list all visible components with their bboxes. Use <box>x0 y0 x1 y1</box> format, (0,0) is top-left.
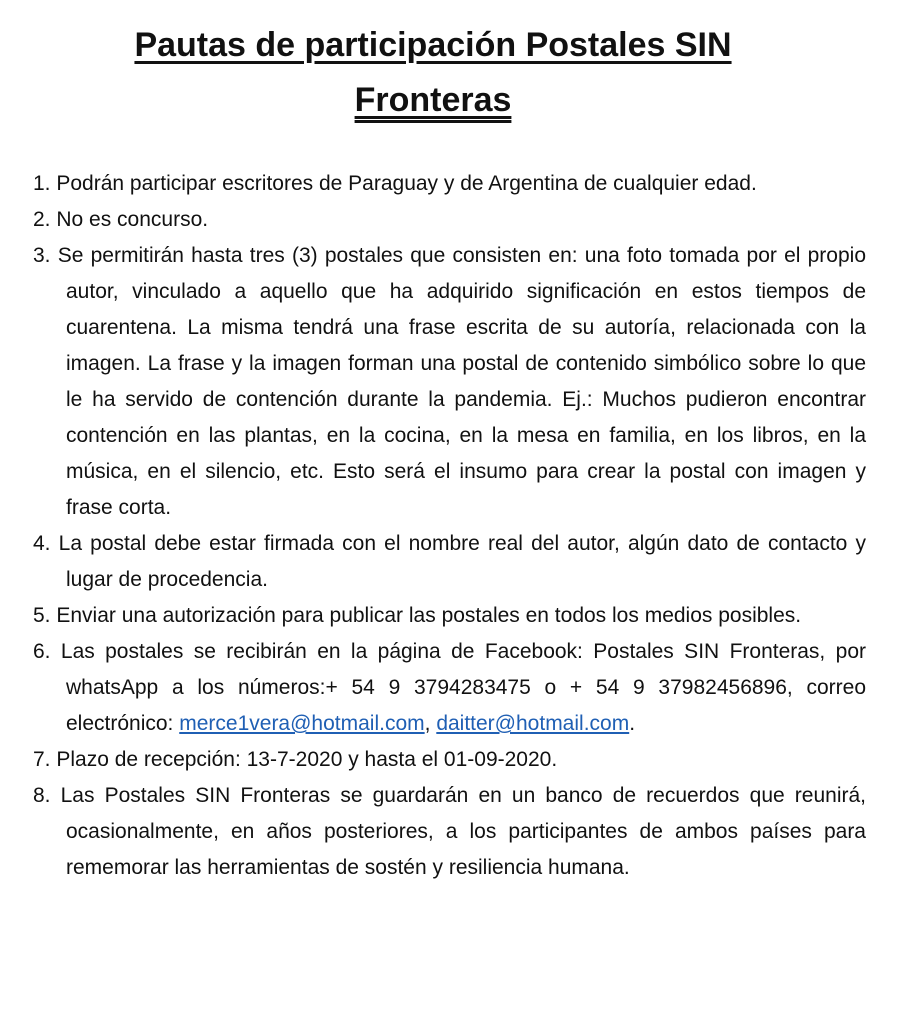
email-link-1[interactable]: merce1vera@hotmail.com <box>179 712 425 735</box>
list-item: 4. La postal debe estar firmada con el nombre real del autor, algún dato de contacto y lugar de procedencia. <box>33 532 866 591</box>
email-link-2[interactable]: daitter@hotmail.com <box>436 712 630 735</box>
list-item: 3. Se permitirán hasta tres (3) postales que consisten en: una foto tomada por el propio autor, vinculado a aquello que ha adquirido significación en estos tiempos de cuarentena. La misma tendrá una frase escrita de su autoría, relacionada con la imagen. La frase y la imagen forman una postal de contenido simbólico sobre lo que le ha servido de contención durante la pandemia. Ej.: Muchos pudieron encontrar contención en las plantas, en la cocina, en la mesa en familia, en los libros, en la música, en el silencio, etc. Esto será el insumo para crear la postal con imagen y frase corta. <box>33 244 866 519</box>
list-item: 7. Plazo de recepción: 13-7-2020 y hasta el 01-09-2020. <box>33 748 558 771</box>
document-title <box>0 18 866 128</box>
list-item: 5. Enviar una autorización para publicar las postales en todos los medios posibles. <box>33 604 802 627</box>
list-item: 8. Las Postales SIN Fronteras se guardarán en un banco de recuerdos que reunirá, ocasionalmente, en años posteriores, a los participantes de ambos países para rememorar las herramientas de sostén y resiliencia humana. <box>33 784 866 879</box>
list-item <box>33 634 866 742</box>
guidelines-list <box>33 166 866 886</box>
title-line-2: Fronteras <box>354 81 512 119</box>
period: . <box>629 712 636 735</box>
list-item: 1. Podrán participar escritores de Paraguay y de Argentina de cualquier edad. <box>33 172 757 195</box>
title-line-1: Pautas de participación Postales SIN <box>134 26 732 64</box>
list-item: 2. No es concurso. <box>33 208 209 231</box>
separator: , <box>424 712 437 735</box>
item-text: 6. Las postales se recibirán en la página de Facebook: Postales SIN Fronteras, por whatsApp a los números:+ 54 9 3794283475 o + 54 9 37982456896, correo electrónico: <box>33 640 866 735</box>
